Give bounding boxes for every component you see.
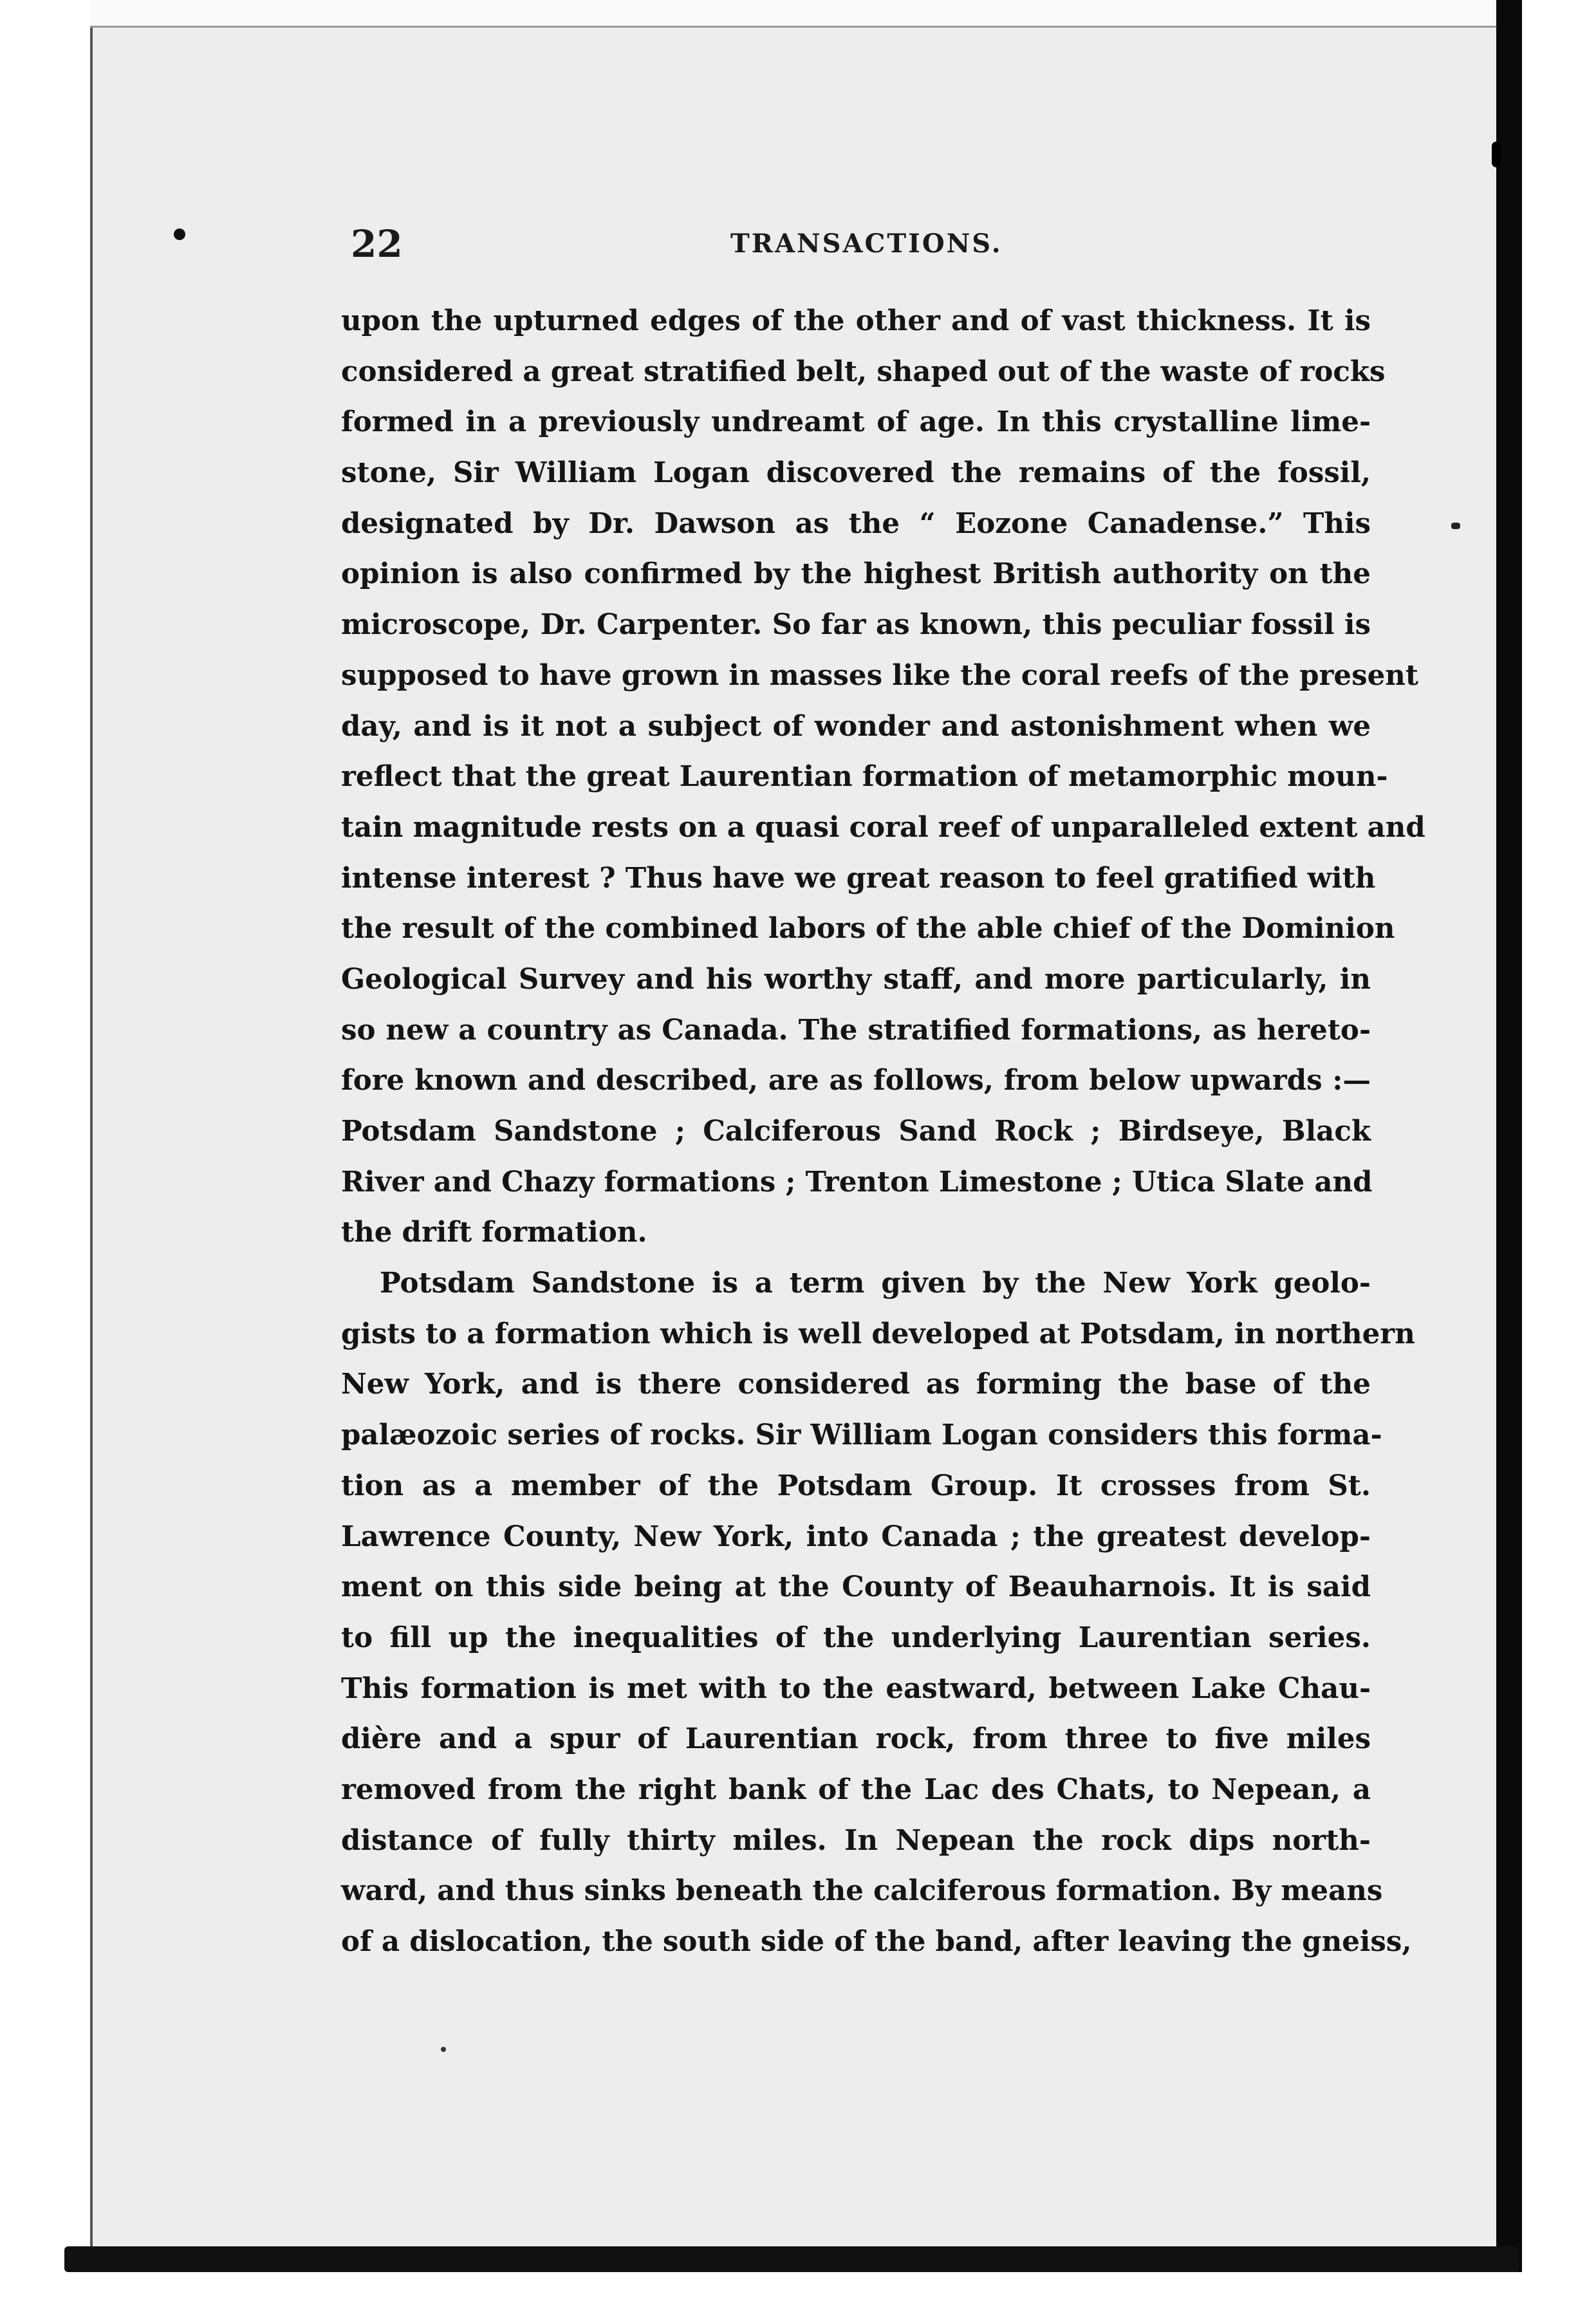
text-line: day, and is it not a subject of wonder and astonishment when we	[341, 709, 1371, 743]
text-line: so new a country as Canada. The stratified formations, as hereto-	[341, 1013, 1371, 1047]
text-line: tion as a member of the Potsdam Group. It crosses from St.	[341, 1469, 1371, 1502]
text-line: microscope, Dr. Carpenter. So far as known, this peculiar fossil is	[341, 608, 1371, 642]
margin-bullet-mark	[174, 228, 185, 240]
text-line: Geological Survey and his worthy staff, and more particularly, in	[341, 962, 1371, 996]
text-line: opinion is also confirmed by the highest British authority on the	[341, 557, 1371, 591]
text-line: ment on this side being at the County of Beauharnois. It is said	[341, 1571, 1371, 1604]
text-line: palæozoic series of rocks. Sir William Logan considers this forma-	[341, 1419, 1382, 1452]
text-line: ward, and thus sinks beneath the calciferous formation. By means	[341, 1874, 1383, 1908]
text-line: intense interest ? Thus have we great reason to feel gratified with	[341, 861, 1376, 895]
page-top-edge	[90, 0, 1506, 28]
text-line: removed from the right bank of the Lac des Chats, to Nepean, a	[341, 1773, 1371, 1806]
text-line: River and Chazy formations ; Trenton Limestone ; Utica Slate and	[341, 1165, 1373, 1198]
text-line: the result of the combined labors of the able chief of the Dominion	[341, 912, 1395, 946]
body-text	[341, 296, 1425, 1968]
text-line: New York, and is there considered as forming the base of the	[341, 1368, 1371, 1401]
text-line: considered a great stratified belt, shaped out of the waste of rocks	[341, 355, 1386, 388]
text-line: stone, Sir William Logan discovered the remains of the fossil,	[341, 456, 1371, 490]
text-line: Potsdam Sandstone is a term given by the New York geolo-	[380, 1267, 1371, 1300]
page-number: 22	[351, 222, 403, 266]
text-line: fore known and described, are as follows, from below upwards :—	[341, 1064, 1371, 1097]
binding-edge	[1496, 0, 1522, 2312]
text-line: Potsdam Sandstone ; Calciferous Sand Rock ; Birdseye, Black	[341, 1115, 1371, 1148]
running-head: TRANSACTIONS.	[730, 228, 1003, 259]
text-line: formed in a previously undreamt of age. In this crystalline lime-	[341, 406, 1371, 439]
left-margin	[0, 0, 90, 2312]
page-header	[351, 222, 1014, 274]
text-line: dière and a spur of Laurentian rock, from three to five miles	[341, 1722, 1371, 1756]
text-line: to fill up the inequalities of the underlying Laurentian series.	[341, 1621, 1371, 1654]
text-line: distance of fully thirty miles. In Nepean the rock dips north-	[341, 1823, 1371, 1857]
binding-speck-mark	[1492, 142, 1501, 167]
text-line: the drift formation.	[341, 1216, 647, 1249]
page-bottom-edge	[64, 2246, 1519, 2272]
right-margin	[1522, 0, 1596, 2312]
text-line: gists to a formation which is well developed at Potsdam, in northern	[341, 1317, 1415, 1350]
text-line: This formation is met with to the eastward, between Lake Chau-	[341, 1672, 1371, 1705]
text-line: Lawrence County, New York, into Canada ; the greatest develop-	[341, 1520, 1371, 1553]
text-line: supposed to have grown in masses like the coral reefs of the present	[341, 658, 1418, 692]
text-line: designated by Dr. Dawson as the “ Eozone Canadense.” This	[341, 507, 1371, 540]
text-line: of a dislocation, the south side of the band, after leaving the gneiss,	[341, 1925, 1412, 1958]
text-line: tain magnitude rests on a quasi coral reef of unparalleled extent and	[341, 810, 1425, 844]
margin-speck-mark	[1451, 523, 1460, 529]
text-line: upon the upturned edges of the other and of vast thickness. It is	[341, 304, 1371, 337]
text-line: reflect that the great Laurentian formation of metamorphic moun-	[341, 760, 1388, 794]
bottom-margin	[0, 2272, 1596, 2312]
stray-dot-mark	[441, 2047, 446, 2052]
